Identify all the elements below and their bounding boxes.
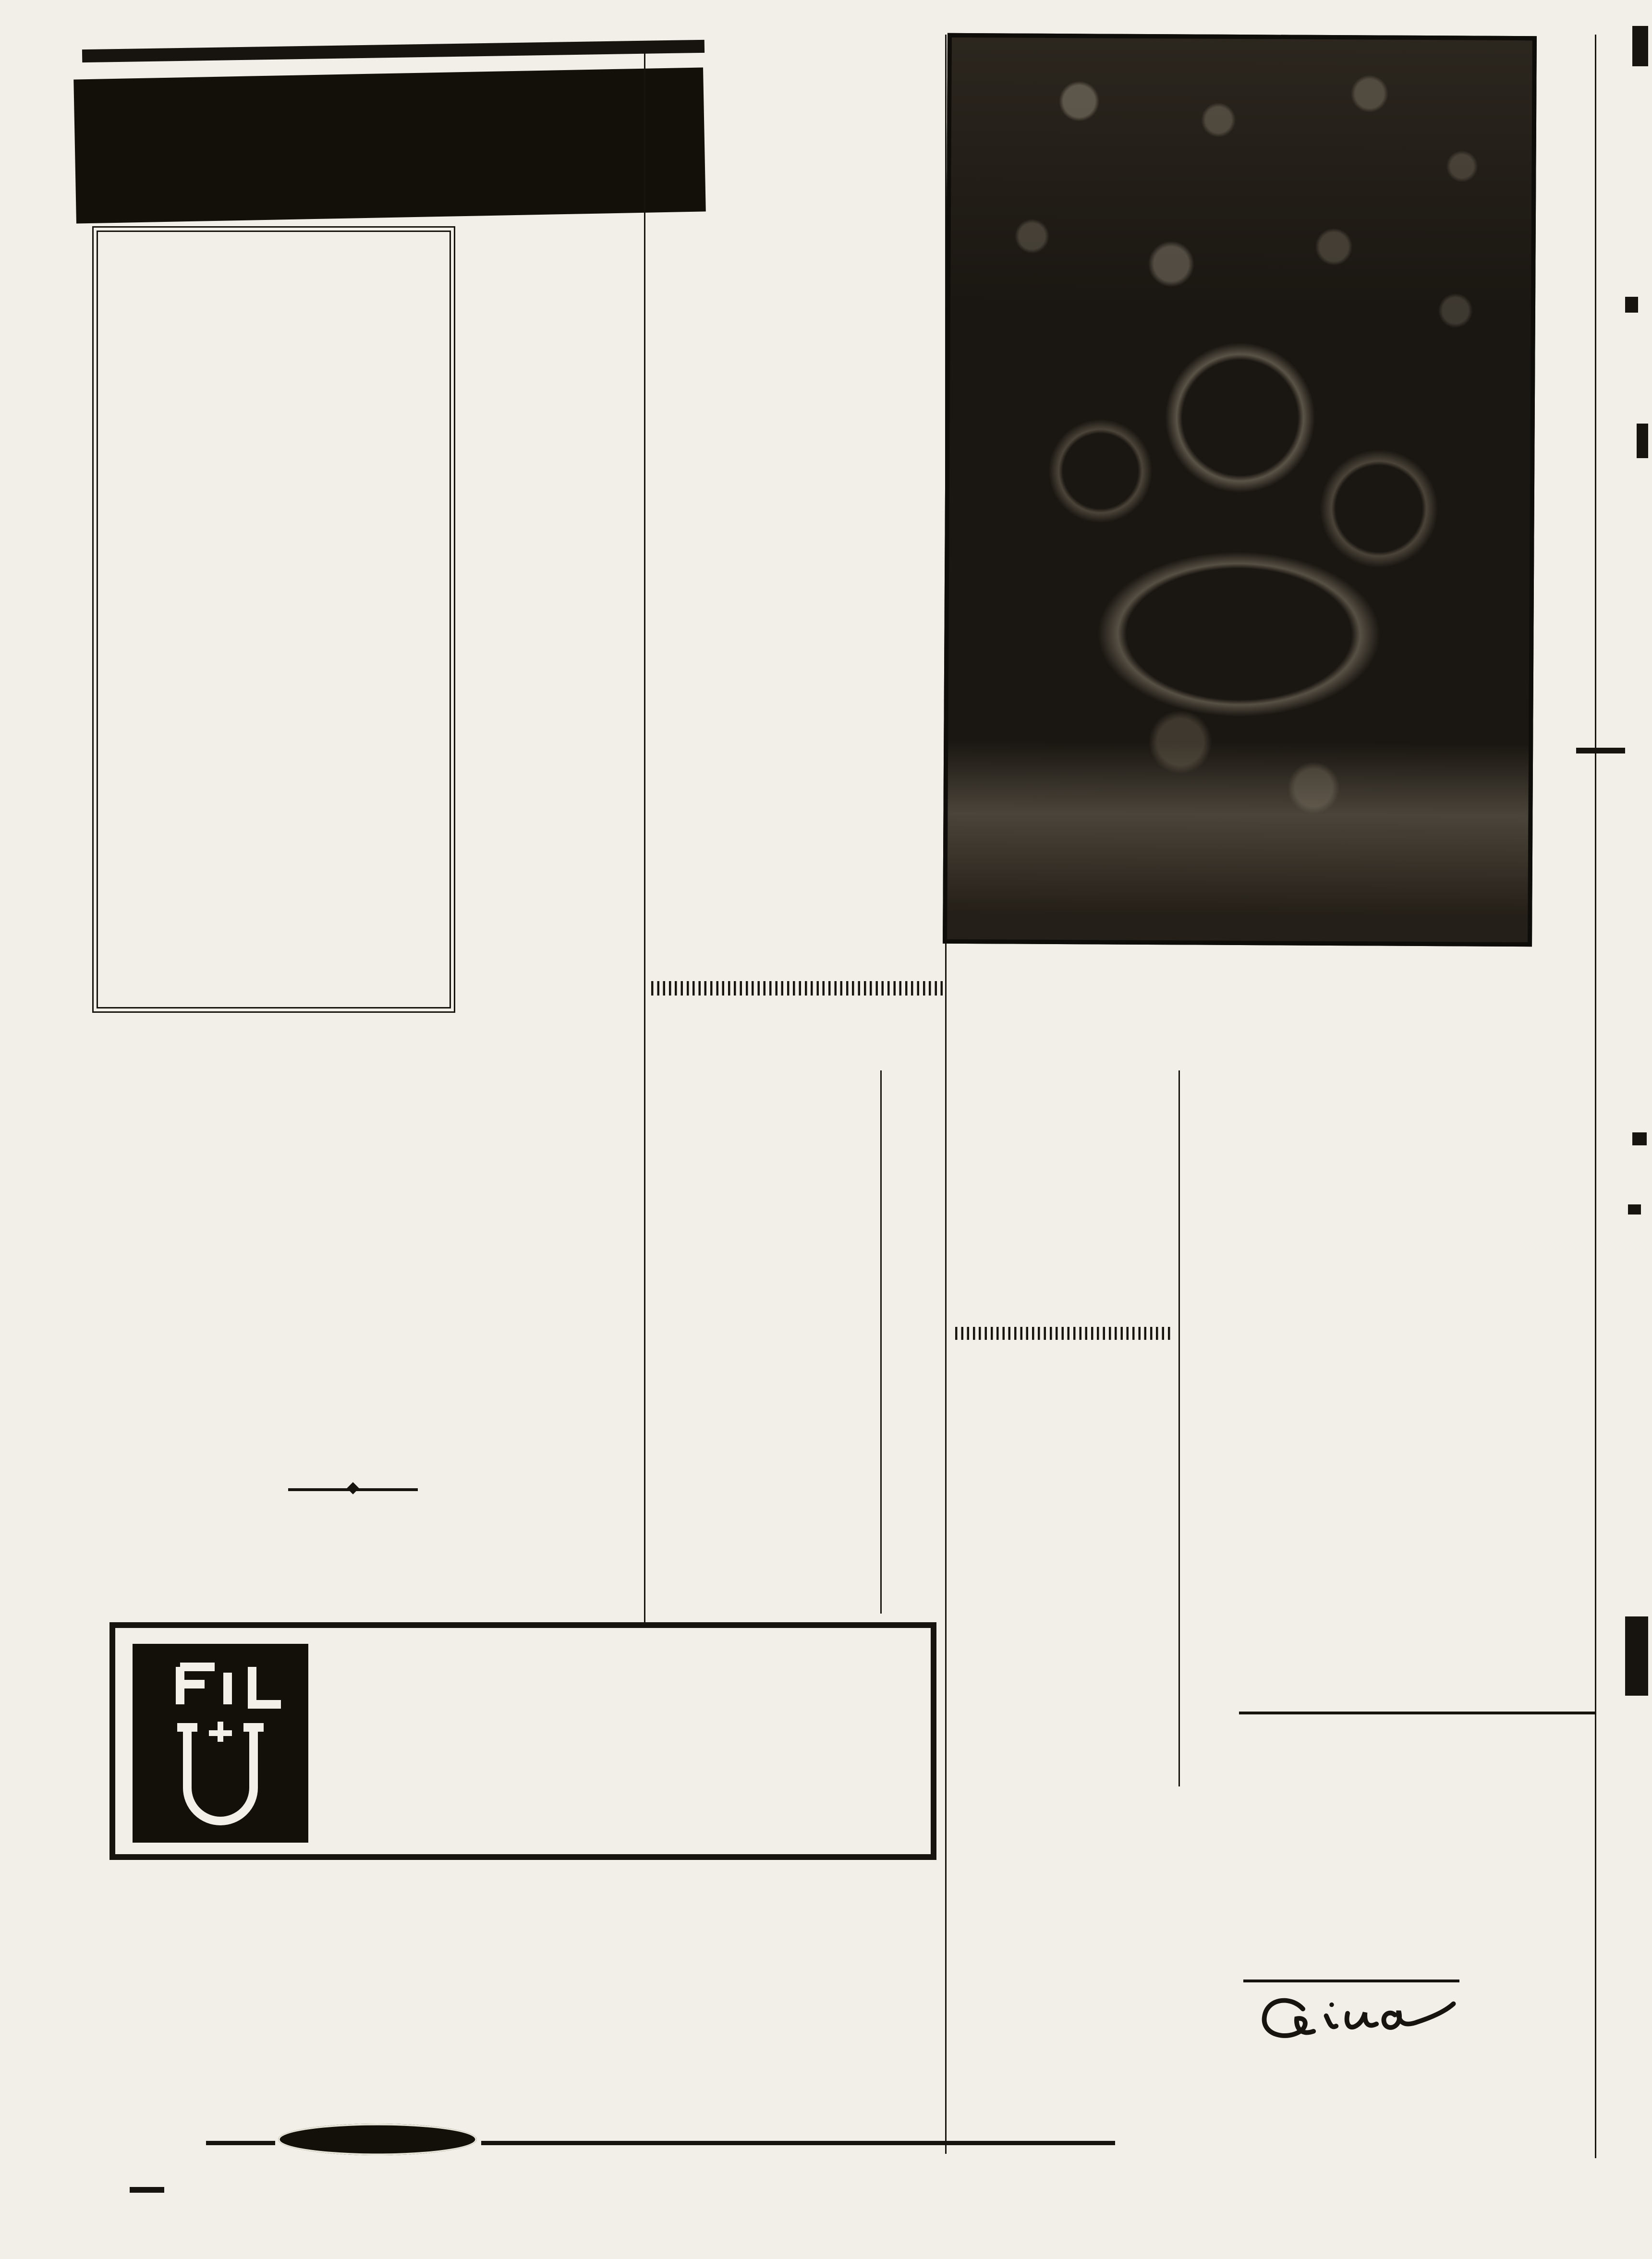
tick-divider (955, 1327, 1173, 1340)
page-edge-rule (1595, 35, 1597, 2158)
tick-divider (651, 981, 944, 996)
diario-lisboa-logo (278, 2124, 477, 2155)
scan-artifact (130, 2187, 164, 2192)
carta-headline (651, 40, 942, 59)
section-banner (73, 67, 706, 223)
column-rule (1178, 1070, 1180, 1786)
vida-top-rule (1239, 1712, 1596, 1715)
column-rule (644, 43, 646, 1729)
vida-mid-rule (1243, 1980, 1459, 1982)
top-bar (82, 40, 705, 62)
footer-rule-left (206, 2141, 275, 2145)
scan-artifact (1576, 748, 1625, 753)
scan-artifact (1637, 424, 1648, 458)
justica-article-box (92, 226, 455, 1013)
fil-logo-icon (133, 1644, 308, 1843)
scan-artifact (1632, 26, 1648, 66)
gina-signature (1256, 1988, 1458, 2043)
scan-artifact (1625, 1616, 1648, 1696)
justica-title (111, 243, 437, 267)
scan-artifact (1628, 1204, 1641, 1215)
comunicado-column (475, 216, 644, 262)
ceramic-artwork-photo (943, 33, 1537, 947)
scan-artifact (1632, 1132, 1647, 1145)
palacio-title (274, 1501, 432, 1525)
visita-headline (951, 1346, 1235, 1356)
nauticampo-ad (109, 1622, 936, 1860)
comboio-title (475, 232, 644, 254)
scan-artifact (1625, 297, 1638, 313)
column-rule (880, 1070, 882, 1614)
small-divider-diamond (347, 1482, 359, 1494)
artes-col3 (1243, 1068, 1462, 1076)
footer-rule-long (481, 2141, 1115, 2145)
artes-col1 (656, 1068, 880, 1075)
